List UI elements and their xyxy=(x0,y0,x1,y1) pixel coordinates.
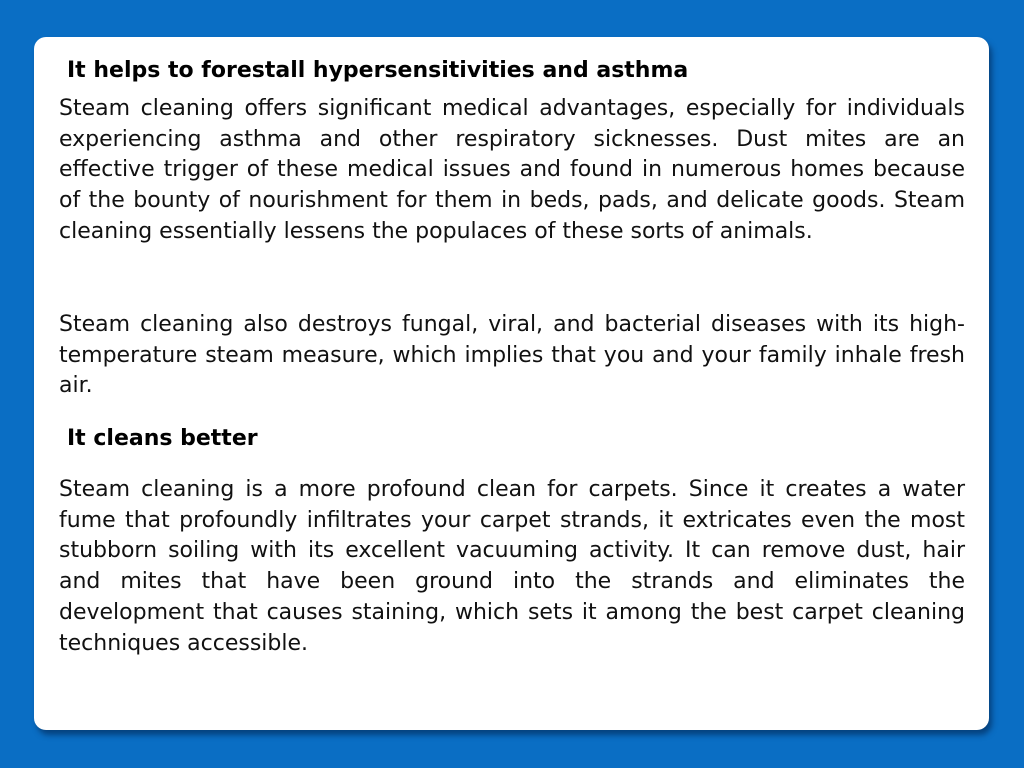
section-heading-asthma: It helps to forestall hypersensitivities and asthma xyxy=(67,58,689,83)
slide-card xyxy=(34,37,989,730)
paragraph-disease-destruction: Steam cleaning also destroys fungal, viral, and bacterial diseases with its high-temperature steam measure, which implies that you and your family inhale fresh air. xyxy=(59,312,965,399)
paragraph-medical-advantages: Steam cleaning offers significant medical advantages, especially for individuals experiencing asthma and other respiratory sicknesses. Dust mites are an effective trigger of these medical issues and found in numerous homes because of the bounty of nourishment for them in beds, pads, and delicate goods. Steam cleaning essentially lessens the populaces of these sorts of animals. xyxy=(59,96,965,244)
paragraph-deep-clean: Steam cleaning is a more profound clean for carpets. Since it creates a water fume that profoundly infiltrates your carpet strands, it extricates even the most stubborn soiling with its excellent vacuuming activity. It can remove dust, hair and mites that have been ground into the strands and eliminates the development that causes staining, which sets it among the best carpet cleaning techniques accessible. xyxy=(59,477,965,656)
section-heading-cleans-better: It cleans better xyxy=(67,426,258,451)
